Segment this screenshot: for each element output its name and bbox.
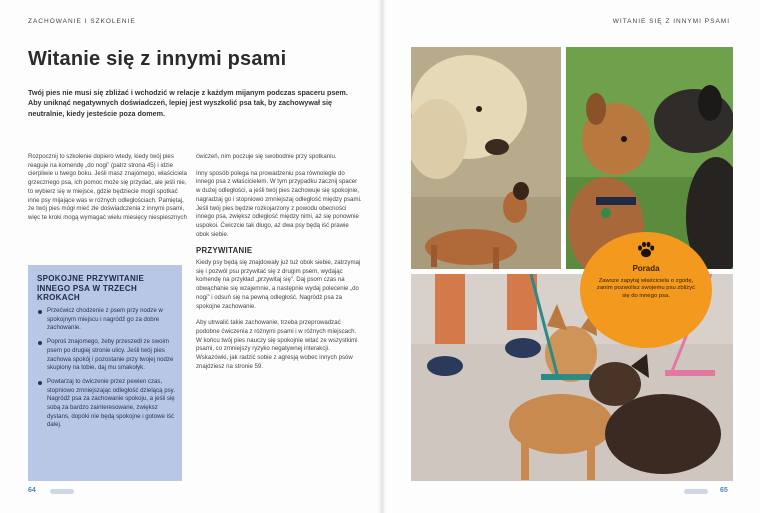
body-paragraph: Rozpocznij to szkolenie dopiero wtedy, kiedy twój pies reaguje na komendę „do nogi” (patrz strona 45) i idzie cierpliwie u twego boku. Jeśli masz znajomego, właściciela grzecznego psa, ich pomoc może się przydać, ale jeśli nie, to wybierz się w miejsce, gdzie będziecie mogli spotkać inne psy mijające was w różnych odległościach. Pamiętaj, że twój pies mógł mieć złe doświadczenia z innymi psami, więc te kroki mogą wymagać wielu miesięcy niespiesznych	[28, 153, 187, 221]
tip-badge	[580, 232, 712, 348]
body-paragraph: Inny sposób polega na prowadzeniu psa równolegle do innego psa z właścicielem. W tym przypadku zacznij spacer w dużej odległości, a jeśli twój pies zachowuje się spokojnie, nagradzaj go i stopniowo zmniejszaj odległość między psami. Jeśli twój pies będzie rozkojarzony z powodu obecności innego psa, zwiększ odległość między nimi, aż się ponownie uspokoi. Ćwiczcie tak długo, aż dwa psy będą iść prawie obok siebie.	[196, 169, 362, 238]
steps-list-item: Powtarzaj to ćwiczenie przez pewien czas, stopniowo zmniejszając odległość dzielącą psy. Nagródź psa za zachowanie spokoju, a jeśli się sobą za bardzo zainteresowane, zwiększ dystans, dopóki nie będą spokojne i gotowe iść dalej.	[37, 378, 177, 430]
body-column-left	[28, 153, 188, 231]
steps-list	[37, 307, 177, 435]
bone-ornament-left	[50, 489, 74, 494]
steps-list-item: Poproś znajomego, żeby przeszedł ze swoim psem po drugiej stronie ulicy. Jeśli twój pies zachowa spokój i pozostanie przy twojej nodze skupiony na tobie, daj mu smakołyk.	[37, 338, 177, 373]
tip-badge-title: Porada	[632, 264, 660, 273]
body-paragraph: Aby utrwalić takie zachowanie, trzeba przeprowadzać podobne ćwiczenia z różnymi psami i w różnych miejscach. W końcu twój pies nauczy się spokojnie witać ze wszystkimi psami, co zmniejszy ryzyko negatywnej interakcji. Wskazówki, jak radzić sobie z agresją wobec innych psów znajdziesz na stronie 59.	[196, 319, 358, 370]
steps-box-title: SPOKOJNE PRZYWITANIE INNEGO PSA W TRZECH KROKACH	[37, 274, 145, 302]
tip-badge-text: Zawsze zapytaj właściciela o zgodę, zanim pozwolisz swojemu psu zbliżyć się do innego psa.	[596, 278, 696, 299]
body-paragraph: ćwiczeń, nim poczuje się swobodnie przy spotkaniu.	[196, 153, 337, 160]
section-subhead: PRZYWITANIE	[196, 246, 253, 256]
page-number-left: 64	[28, 487, 36, 494]
page-number-right: 65	[720, 487, 728, 494]
bone-ornament-right	[684, 489, 708, 494]
article-title: Witanie się z innymi psami	[28, 48, 287, 70]
photo-golden-and-dachshund	[411, 47, 561, 269]
running-head-right: WITANIE SIĘ Z INNYMI PSAMI	[612, 18, 730, 25]
body-paragraph: Kiedy psy będą się znajdowały już tuż obok siebie, zatrzymaj się i pozwól psu przywitać się z drugim psem, wydając komendę na przykład „przywitaj się”. Daj psom czas na obwąchanie się wzajemnie, a następnie wydaj polecenie „do nogi” i odsuń się na pewną odległość. Nagródź psa za spokojne zachowanie.	[196, 259, 361, 310]
page-spine	[378, 0, 386, 513]
steps-box	[28, 265, 182, 481]
article-lead: Twój pies nie musi się zbliżać i wchodzić w relacje z każdym mijanym podczas spaceru psem. Aby uniknąć negatywnych doświadczeń, lepiej jest wyszkolić psa tak, by zachowywał się neutralnie, kiedy jesteście poza domem.	[28, 88, 348, 118]
running-head-left: ZACHOWANIE I SZKOLENIE	[28, 18, 136, 25]
steps-list-item: Przećwicz chodzenie z psem przy nodze w spokojnym miejscu i nagródź go za dobre zachowanie.	[37, 307, 177, 333]
paw-icon	[636, 240, 656, 260]
body-column-right	[196, 153, 362, 379]
